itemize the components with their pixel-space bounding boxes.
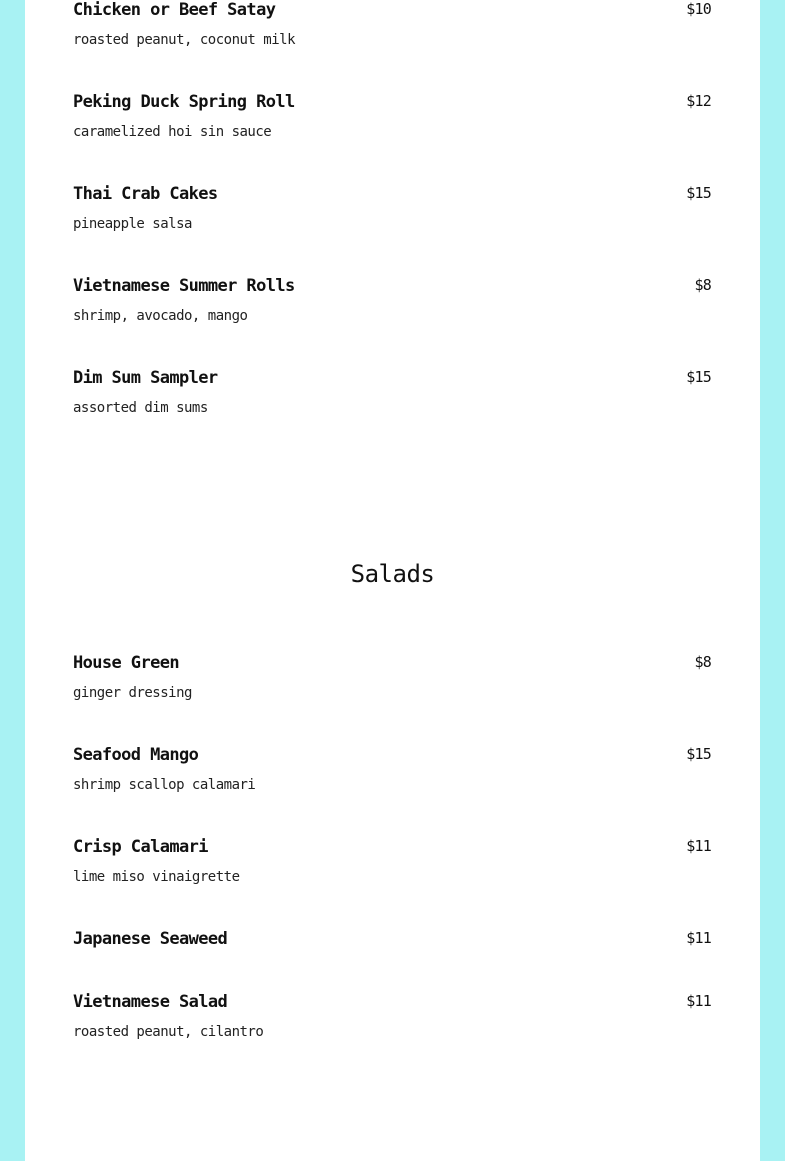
menu-item-peking-duck-spring-roll <box>73 92 711 152</box>
menu-item-description: pineapple salsa <box>73 216 192 232</box>
menu-item-thai-crab-cakes <box>73 184 711 244</box>
menu-item-description: roasted peanut, coconut milk <box>73 32 296 48</box>
menu-item-name: Chicken or Beef Satay <box>73 0 276 20</box>
menu-item-dim-sum-sampler <box>73 368 711 428</box>
menu-item-description: caramelized hoi sin sauce <box>73 124 272 140</box>
menu-item-price: $11 <box>686 837 711 855</box>
menu-item-price: $11 <box>686 992 711 1010</box>
menu-item-price: $11 <box>686 929 711 947</box>
menu-item-price: $15 <box>686 184 711 202</box>
menu-item-price: $8 <box>694 653 711 671</box>
menu-item-name: House Green <box>73 653 179 673</box>
menu-item-japanese-seaweed <box>73 929 711 959</box>
menu-item-seafood-mango <box>73 745 711 805</box>
menu-item-house-green <box>73 653 711 713</box>
menu-item-name: Vietnamese Salad <box>73 992 228 1012</box>
menu-item-name: Dim Sum Sampler <box>73 368 218 388</box>
menu-item-chicken-beef-satay <box>73 0 711 60</box>
menu-item-price: $15 <box>686 745 711 763</box>
menu-item-description: roasted peanut, cilantro <box>73 1024 264 1040</box>
menu-item-price: $12 <box>686 92 711 110</box>
section-title-salads: Salads <box>350 560 435 588</box>
menu-item-price: $10 <box>686 0 711 18</box>
menu-item-description: shrimp, avocado, mango <box>73 308 248 324</box>
menu-item-vietnamese-salad <box>73 992 711 1052</box>
menu-item-name: Thai Crab Cakes <box>73 184 218 204</box>
menu-item-name: Peking Duck Spring Roll <box>73 92 295 112</box>
menu-item-description: shrimp scallop calamari <box>73 777 256 793</box>
menu-item-price: $8 <box>694 276 711 294</box>
menu-item-name: Crisp Calamari <box>73 837 208 857</box>
menu-item-crisp-calamari <box>73 837 711 897</box>
menu-item-description: assorted dim sums <box>73 400 208 416</box>
menu-panel <box>25 0 760 1161</box>
menu-item-name: Seafood Mango <box>73 745 199 765</box>
menu-item-vietnamese-summer-rolls <box>73 276 711 336</box>
menu-item-name: Vietnamese Summer Rolls <box>73 276 295 296</box>
menu-item-description: ginger dressing <box>73 685 192 701</box>
menu-item-name: Japanese Seaweed <box>73 929 228 949</box>
menu-item-description: lime miso vinaigrette <box>73 869 240 885</box>
menu-item-price: $15 <box>686 368 711 386</box>
